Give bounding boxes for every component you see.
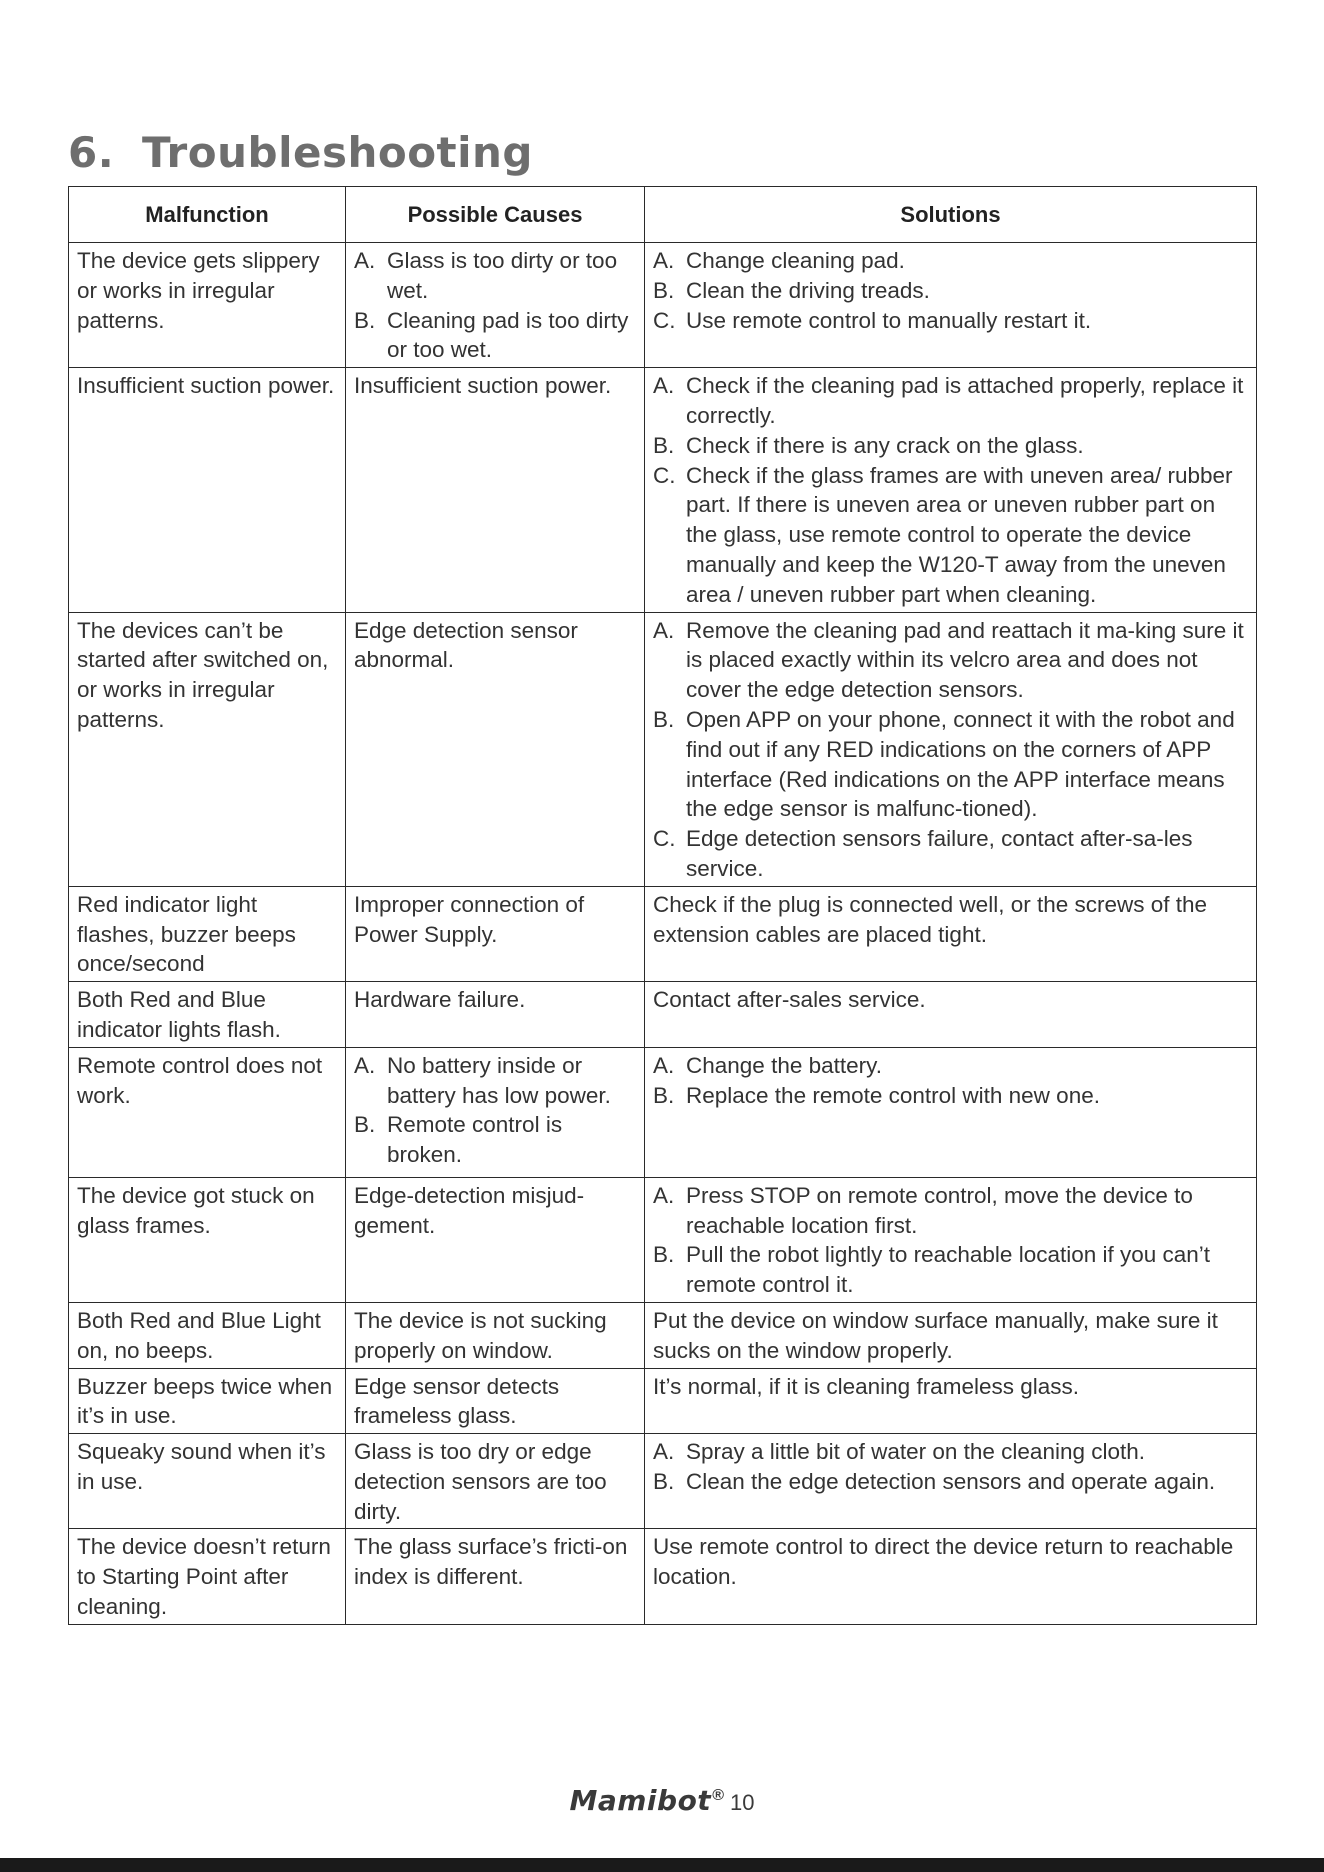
list-marker: A. [653,248,675,273]
malfunction-cell: Squeaky sound when it’s in use. [69,1434,346,1529]
malfunction-cell: Both Red and Blue indicator lights flash. [69,982,346,1048]
list-item [653,1181,1248,1241]
list-marker: A. [354,1052,376,1078]
list-marker: B. [354,307,376,333]
causes-cell [346,1529,645,1624]
list-text: Remote control is broken. [387,1112,563,1168]
malfunction-cell: The device gets slippery or works in irregular patterns. [69,243,346,368]
header-possible-causes: Possible Causes [346,187,645,243]
list-item [653,461,1248,610]
list-marker: A. [653,1439,675,1465]
list-item [653,246,1248,276]
list-item [354,306,636,366]
causes-cell [346,1302,645,1368]
header-solutions: Solutions [645,187,1257,243]
list-marker: B. [653,277,675,303]
list-text: Clean the edge detection sensors and operate again. [686,1468,1216,1494]
causes-cell [346,1177,645,1302]
list-marker: A. [354,248,376,273]
solutions-cell [645,1302,1257,1368]
list-text: Check if there is any crack on the glass. [686,432,1084,458]
list-item [653,431,1248,461]
list-marker: C. [653,307,676,333]
table-row [69,1434,1257,1529]
causes-cell [346,886,645,981]
list-text: Pull the robot lightly to reachable location if you can’t remote control it. [686,1242,1211,1298]
solutions-cell [645,1047,1257,1177]
cell-text: The glass surface’s fricti-on index is different. [354,1534,628,1590]
table-row [69,612,1257,886]
list-item [653,306,1248,336]
solutions-cell [645,1529,1257,1624]
solutions-cell [645,1434,1257,1529]
cell-text: Edge detection sensor abnormal. [354,617,578,673]
causes-cell [346,243,645,368]
list-item [354,246,636,306]
list-marker: B. [653,706,675,732]
list-marker: B. [653,432,675,458]
list-marker: A. [653,617,675,643]
list-text: Press STOP on remote control, move the device to reachable location first. [686,1182,1193,1238]
page-title [68,128,533,177]
list-marker: B. [653,1242,675,1268]
cell-text: The device is not sucking properly on window. [354,1307,607,1363]
list-item [653,616,1248,705]
cell-text: Insufficient suction power. [354,373,612,399]
list-item [354,1051,636,1111]
causes-cell [346,612,645,886]
list-marker: C. [653,826,676,852]
list-item [653,1081,1248,1111]
list-item [653,705,1248,824]
list-text: Glass is too dirty or too wet. [387,248,618,303]
table-row [69,1529,1257,1624]
table-row [69,1302,1257,1368]
cell-text: Hardware failure. [354,987,526,1013]
list-item [653,1240,1248,1300]
list-text: Edge detection sensors failure, contact after-sa-les service. [686,826,1193,881]
cell-text: Improper connection of Power Supply. [354,891,585,947]
causes-cell [346,1434,645,1529]
list-item [653,1437,1248,1467]
solutions-cell [645,982,1257,1048]
list-item [653,824,1248,884]
list-marker: A. [653,1182,675,1208]
list-text: Replace the remote control with new one. [686,1082,1100,1108]
list-text: Change cleaning pad. [686,248,905,273]
list-item [653,371,1248,431]
page-number: 10 [730,1790,755,1815]
header-malfunction: Malfunction [69,187,346,243]
table-header-row [69,187,1257,243]
malfunction-cell: Red indicator light flashes, buzzer beeps once/second [69,886,346,981]
solutions-cell [645,612,1257,886]
malfunction-cell: Insufficient suction power. [69,368,346,612]
list-marker: B. [354,1112,376,1138]
cell-text: Glass is too dry or edge detection sensors are too dirty. [354,1439,607,1524]
list-marker: B. [653,1468,675,1494]
list-marker: B. [653,1082,675,1108]
list-text: Change the battery. [686,1052,882,1078]
table-row [69,1177,1257,1302]
table-row [69,1047,1257,1177]
registered-mark: ® [712,1786,724,1804]
list-marker: A. [653,1052,675,1078]
table-row [69,886,1257,981]
brand-logo: Mamibot [569,1784,712,1817]
cell-text: Edge sensor detects frameless glass. [354,1373,560,1429]
section-title: Troubleshooting [142,128,533,178]
solutions-cell [645,368,1257,612]
solutions-cell [645,1368,1257,1434]
malfunction-cell: The device doesn’t return to Starting Point after cleaning. [69,1529,346,1624]
solutions-cell [645,886,1257,981]
causes-cell [346,1047,645,1177]
list-item [354,1110,636,1170]
cell-text: Check if the plug is connected well, or the screws of the extension cables are placed tight. [653,891,1208,947]
solutions-cell [645,243,1257,368]
list-marker: C. [653,462,676,488]
list-text: Open APP on your phone, connect it with the robot and find out if any RED indications on the corners of APP interface (Red indications on the APP interface means the edge sensor is malfunc-tioned). [686,706,1235,822]
cell-text: Put the device on window surface manually, make sure it sucks on the window properly. [653,1307,1218,1363]
list-item [653,1051,1248,1081]
cell-text: Contact after-sales service. [653,987,926,1013]
page-footer [0,1784,1324,1817]
malfunction-cell: The devices can’t be started after switched on, or works in irregular patterns. [69,612,346,886]
malfunction-cell: The device got stuck on glass frames. [69,1177,346,1302]
list-item [653,1467,1248,1497]
troubleshooting-table [68,186,1257,1625]
table-row [69,368,1257,612]
list-text: Spray a little bit of water on the cleaning cloth. [686,1439,1146,1465]
list-text: Cleaning pad is too dirty or too wet. [387,307,629,363]
causes-cell [346,1368,645,1434]
causes-cell [346,368,645,612]
list-item [653,276,1248,306]
cell-text: It’s normal, if it is cleaning frameless glass. [653,1373,1079,1399]
malfunction-cell: Buzzer beeps twice when it’s in use. [69,1368,346,1434]
list-text: Check if the cleaning pad is attached properly, replace it correctly. [686,373,1244,428]
table-row [69,243,1257,368]
list-text: Use remote control to manually restart it. [686,307,1092,333]
table-row [69,1368,1257,1434]
table-body [69,243,1257,1625]
section-number: 6. [68,128,115,178]
list-text: No battery inside or battery has low power. [387,1052,611,1108]
list-text: Clean the driving treads. [686,277,930,303]
malfunction-cell: Both Red and Blue Light on, no beeps. [69,1302,346,1368]
bottom-border [0,1858,1324,1872]
solutions-cell [645,1177,1257,1302]
list-marker: A. [653,373,675,399]
cell-text: Edge-detection misjud-gement. [354,1182,585,1238]
malfunction-cell: Remote control does not work. [69,1047,346,1177]
causes-cell [346,982,645,1048]
table-row [69,982,1257,1048]
cell-text: Use remote control to direct the device return to reachable location. [653,1534,1234,1590]
list-text: Check if the glass frames are with uneven area/ rubber part. If there is uneven area or uneven rubber part on the glass, use remote control to operate the device manually and keep the W120-T away from the uneven area / uneven rubber part when cleaning. [686,462,1233,607]
list-text: Remove the cleaning pad and reattach it ma-king sure it is placed exactly within its velcro area and does not cover the edge detection sensors. [686,617,1244,703]
